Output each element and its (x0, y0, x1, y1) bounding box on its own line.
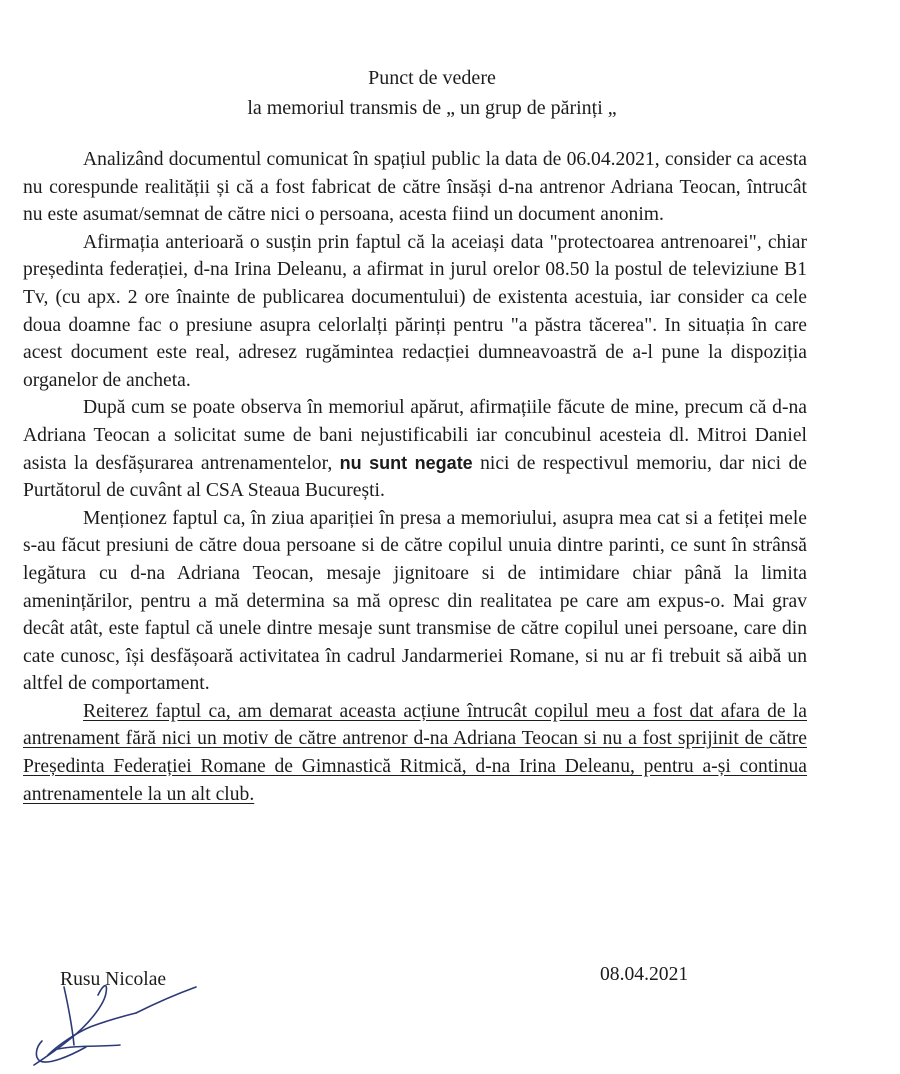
document-title: Punct de vedere (368, 67, 496, 89)
signatory-name: Rusu Nicolae (60, 969, 167, 990)
paragraph-3-text-after: nici de respectivul memoriu, dar nici de Purtătorul de cuvânt al CSA Steaua București. (23, 452, 807, 502)
document-subtitle: la memoriul transmis de „ un grup de părinți „ (247, 97, 617, 119)
paragraph-4: Menționez faptul ca, în ziua apariției în presa a memoriului, asupra mea cat si a fetiței mele s-au făcut presiuni de către doua persoane si de către copilul unuia dintre parinti, ce sunt în strânsă legătura cu d-na Adriana Teocan, mesaje jignitoare si de intimidare chiar până la limita amenințărilor, pentru a mă determina sa mă opresc din realitatea pe care am expus-o. Mai grav decât atât, este faptul că unele dintre mesaje sunt transmise de către copilul unei persoane, care din cate cunosc, își desfășoară activitatea în cadrul Jandarmeriei Romane, si nu ar fi trebuit să aibă un altfel de comportament. (23, 507, 807, 695)
paragraph-1: Analizând documentul comunicat în spațiul public la data de 06.04.2021, consider ca acesta nu corespunde realității și că a fost fabricat de către însăși d-na antrenor Adriana Teocan, întrucât nu este asumat/semnat de către nici o persoana, acesta fiind un document anonim. (23, 149, 807, 226)
paragraph-3 (23, 394, 807, 504)
paragraph-3-emphasis: nu sunt negate (339, 452, 473, 473)
paragraph-3-text-before: După cum se poate observa în memoriul apărut, afirmațiile făcute de mine, precum că d-na Adriana Teocan a solicitat sume de bani nejustificabili iar concubinul acesteia dl. Mitroi Daniel asista la desfășurarea antrenamentelor, (23, 397, 807, 474)
document-body (23, 146, 807, 808)
paragraph-2: Afirmația anterioară o susțin prin faptul că la aceiași data "protectoarea antrenoarei", chiar președinta federației, d-na Irina Deleanu, a afirmat in jurul orelor 08.50 la postul de televiziune B1 Tv, (cu apx. 2 ore înainte de publicarea documentului) de existenta acestuia, iar consider ca cele doua doamne fac o presiune asupra celorlalți părinți pentru "a păstra tăcerea". In situația în care acest document este real, adresez rugămintea redacției dumneavoastră de a-l pune la dispoziția organelor de ancheta. (23, 231, 807, 391)
paragraph-5-underlined: Reiterez faptul ca, am demarat aceasta acțiune întrucât copilul meu a fost dat afara de la antrenament fără nici un motiv de către antrenor d-na Adriana Teocan si nu a fost sprijinit de către Președinta Federației Romane de Gimnastică Ritmică, d-na Irina Deleanu, pentru a-și continua antrenamentele la un alt club. (23, 700, 807, 805)
handwritten-signature (28, 975, 228, 1070)
document-date: 08.04.2021 (600, 964, 689, 985)
